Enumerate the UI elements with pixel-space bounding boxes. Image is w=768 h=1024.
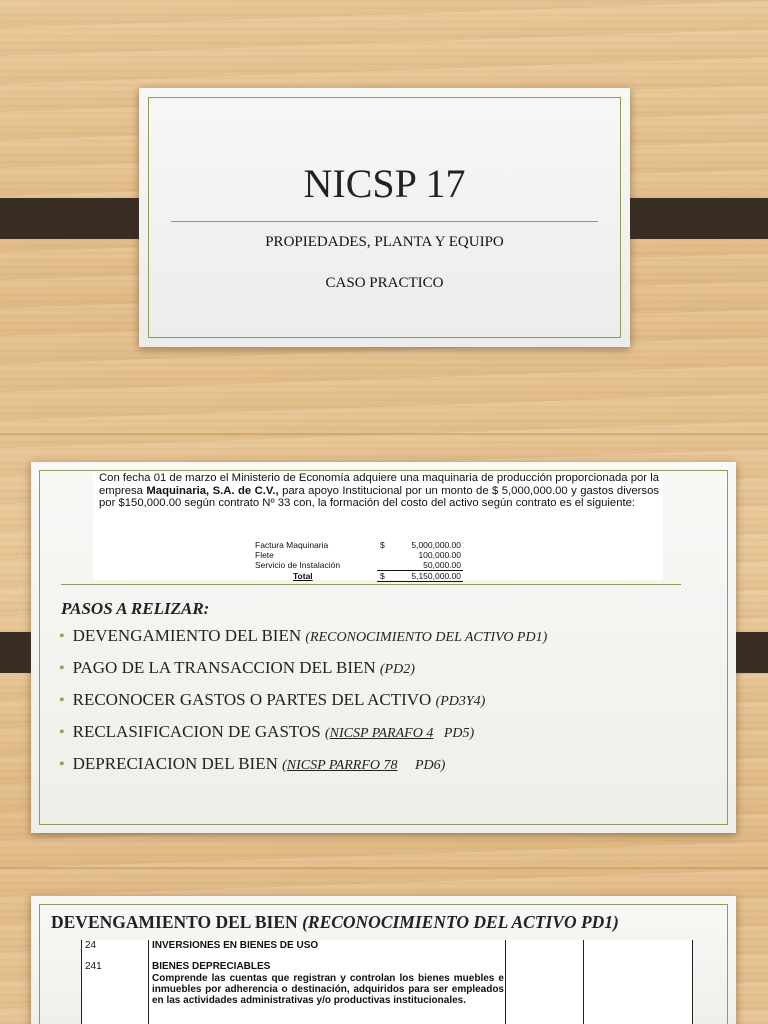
slide-1 bbox=[0, 0, 768, 434]
bullet-icon: • bbox=[59, 724, 65, 741]
cost-row-currency: $ bbox=[380, 540, 385, 550]
bullet-icon: • bbox=[59, 628, 65, 645]
slide-3 bbox=[0, 868, 768, 1024]
account-name: BIENES DEPRECIABLES bbox=[152, 961, 271, 972]
slide-3-heading: DEVENGAMIENTO DEL BIEN (RECONOCIMIENTO DEL ACTIVO PD1) bbox=[51, 912, 619, 932]
content-card bbox=[31, 462, 736, 833]
slide-1-right-bar bbox=[612, 198, 768, 239]
list-item: • DEPRECIACION DEL BIEN (NICSP PARRFO 78 PD6) bbox=[59, 754, 446, 773]
case-statement-image bbox=[93, 472, 663, 580]
list-item: • PAGO DE LA TRANSACCION DEL BIEN (PD2) bbox=[59, 658, 415, 677]
title-rule bbox=[171, 221, 598, 222]
cost-row-label: Servicio de Instalación bbox=[255, 560, 341, 570]
cost-row-amount: 100,000.00 bbox=[418, 550, 461, 560]
account-card bbox=[31, 896, 736, 1024]
bullet-icon: • bbox=[59, 660, 65, 677]
slide-subtitle-2: CASO PRACTICO bbox=[325, 275, 444, 291]
total-currency: $ bbox=[380, 571, 385, 581]
cost-row-amount: 5,000,000.00 bbox=[411, 540, 461, 550]
cost-row-label: Flete bbox=[255, 550, 274, 560]
title-card bbox=[139, 88, 630, 347]
account-catalog-image bbox=[81, 940, 693, 1024]
nicsp-reference-link: NICSP PARAFO 4 bbox=[329, 726, 434, 741]
bullet-icon: • bbox=[59, 692, 65, 709]
total-label: Total bbox=[293, 571, 313, 581]
account-code: 241 bbox=[85, 961, 102, 972]
total-double-rule bbox=[377, 581, 463, 582]
list-item: • DEVENGAMIENTO DEL BIEN (RECONOCIMIENTO DEL ACTIVO PD1) bbox=[59, 626, 548, 645]
nicsp-reference-link: NICSP PARRFO 78 bbox=[286, 758, 398, 773]
slide-subtitle: PROPIEDADES, PLANTA Y EQUIPO bbox=[265, 234, 504, 250]
title-card-frame bbox=[148, 97, 621, 338]
cost-row-amount: 50,000.00 bbox=[423, 560, 461, 570]
steps-list bbox=[59, 626, 547, 786]
section-rule bbox=[61, 584, 681, 585]
case-statement-text: Con fecha 01 de marzo el Ministerio de Economía adquiere una maquinaria de producción proporcionada por la empresa Maquinaria, S.A. de C.V., para apoyo Institucional por un monto de $ 5,000,000.00 y gastos diversos por $150,000.00 según contrato Nº 33 con, la formación del costo del activo según contrato es el siguiente: bbox=[99, 472, 659, 509]
bullet-icon: • bbox=[59, 756, 65, 773]
account-name: INVERSIONES EN BIENES DE USO bbox=[152, 940, 319, 951]
list-item: • RECLASIFICACION DE GASTOS (NICSP PARAFO 4 PD5) bbox=[59, 722, 475, 741]
slide-2 bbox=[0, 434, 768, 868]
company-name: Maquinaria, S.A. de C.V., bbox=[146, 484, 279, 497]
total-amount: 5,150,000.00 bbox=[411, 571, 461, 581]
account-code: 24 bbox=[85, 940, 97, 951]
slide-title: NICSP 17 bbox=[303, 161, 466, 206]
steps-heading: PASOS A RELIZAR: bbox=[61, 599, 210, 618]
cost-row-label: Factura Maquinaria bbox=[255, 540, 329, 550]
slide-1-left-bar bbox=[0, 198, 150, 239]
account-description: Comprende las cuentas que registran y controlan los bienes muebles e inmuebles por adherencia o destinación, adquiridos para ser empleados en las actividades administrativas y/o productivas institucionales. bbox=[152, 973, 504, 1006]
list-item: • RECONOCER GASTOS O PARTES DEL ACTIVO (PD3Y4) bbox=[59, 690, 486, 709]
